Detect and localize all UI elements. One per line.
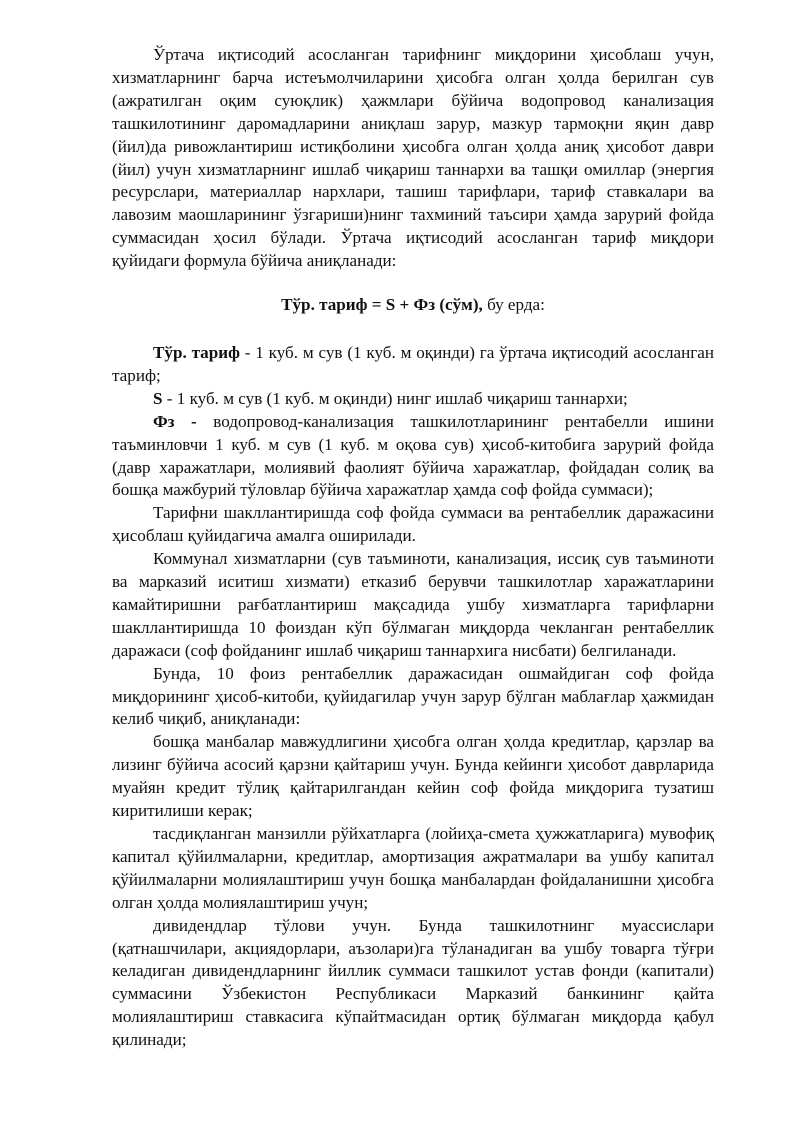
definition-term: Тўр. тариф — [153, 342, 240, 362]
body-paragraph: тасдиқланган манзилли рўйхатларга (лойиҳа-смета ҳужжатларига) мувофиқ капитал қўйилмаларни, кредитлар, амортизация ажратмалари ва ушбу капитал қўйилмаларни молиялаштириш учун бошқа манбалардан фойдаланишни ҳисобга олган ҳолда молиялаштириш учун; — [112, 824, 714, 912]
intro-paragraph: Ўртача иқтисодий асосланган тарифнинг миқдорини ҳисоблаш учун, хизматларнинг барча истеъмолчиларини ҳисобга олган ҳолда берилган сув (ажратилган оқим суюқлик) ҳажмлари бўйича водопровод канализация ташкилотининг даромадларини аниқлаш зарур, мазкур тармоқни яқин давр (йил)да ривожлантириш истиқболини ҳисобга олган ҳолда аниқ ҳисобот даври (йил) учун хизматларнинг ишлаб чиқариш таннархи ва ташқи омиллар (энергия ресурслари, материаллар нархлари, ташиш тарифлари, тариф ставкалари ва лавозим маошларининг ўзгариши)нинг тахминий таъсири ҳамда зарурий фойда суммасидан ҳосил бўлади. Ўртача иқтисодий асосланган тариф миқдори қуйидаги формула бўйича аниқланади: — [112, 45, 714, 271]
body-paragraph: Коммунал хизматларни (сув таъминоти, канализация, иссиқ сув таъминоти ва марказий иситиш хизмати) етказиб берувчи ташкилотлар харажатларини камайтиришни рағбатлантириш мақсадида ушбу хизматларга тарифларни шакллантиришда 10 фоиздан кўп бўлмаган миқдорда чекланган рентабеллик даражаси (соф фойданинг ишлаб чиқариш таннархига нисбати) белгиланади. — [112, 549, 714, 660]
definition-text: водопровод-канализация ташкилотларининг рентабелли ишини таъминловчи 1 куб. м сув (1 куб. м оқова сув) ҳисоб-китобига зарурий фойда (давр харажатлари, молиявий фаолият бўйича харажатлар, фойдадан солиқ ва бошқа мажбурий тўловлар бўйича харажатлар ҳамда соф фойда суммаси); — [112, 411, 714, 500]
body-paragraph: Бунда, 10 фоиз рентабеллик даражасидан ошмайдиган соф фойда миқдорининг ҳисоб-китоби, қуйидагилар учун зарур бўлган маблағлар ҳажмидан келиб чиқиб, аниқланади: — [112, 663, 714, 729]
formula-expression: Тўр. тариф = S + Фз (сўм), — [281, 295, 483, 315]
body-paragraph: дивидендлар тўлови учун. Бунда ташкилотнинг муассислари (қатнашчилари, акциядорлари, аъзолари)га тўланадиган ва ушбу товарга тўғри келадиган дивидендларнинг йиллик суммаси ташкилот устав фонди (капитали) суммасини Ўзбекистон Республикаси Марказий банкининг қайта молиялаштириш ставкасига кўпайтмасидан ортиқ бўлмаган миқдорда қабул қилинади; — [112, 915, 714, 1050]
formula-line — [112, 294, 714, 317]
definition-term: Фз - — [153, 411, 197, 431]
definition-fz — [112, 411, 714, 503]
body-paragraph: Тарифни шакллантиришда соф фойда суммаси ва рентабеллик даражасини ҳисоблаш қуйидагича амалга оширилади. — [112, 503, 714, 546]
definition-s — [112, 388, 714, 411]
body-paragraph: бошқа манбалар мавжудлигини ҳисобга олган ҳолда кредитлар, қарзлар ва лизинг бўйича асосий қарзни қайтариш учун. Бунда кейинги ҳисобот даврларида муайян кредит тўлиқ қайтарилгандан кейин соф фойда миқдорига тузатиш киритилиши керак; — [112, 732, 714, 821]
definition-tur-tarif — [112, 342, 714, 388]
definition-term: S — [153, 388, 163, 408]
definition-text: - 1 куб. м сув (1 куб. м оқинди) га ўртача иқтисодий асосланган тариф; — [112, 342, 714, 385]
formula-suffix: бу ерда: — [482, 295, 545, 315]
definition-text: - 1 куб. м сув (1 куб. м оқинди) нинг ишлаб чиқариш таннархи; — [162, 388, 628, 408]
